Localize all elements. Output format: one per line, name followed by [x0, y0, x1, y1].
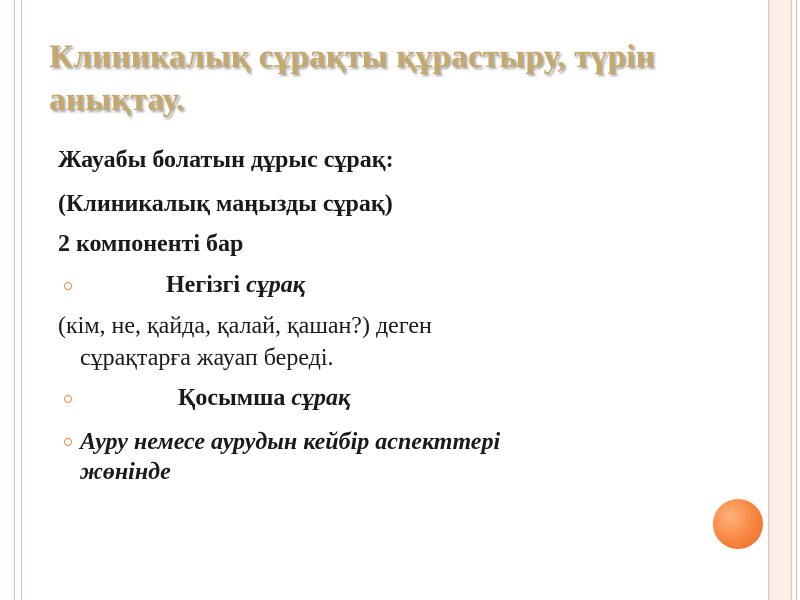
bullet-main-question	[166, 270, 305, 300]
paragraph-line-2: сұрақтарға жауап береді.	[80, 345, 334, 371]
decorative-orange-circle	[713, 499, 763, 549]
body-line-3: 2 компоненті бар	[58, 231, 244, 257]
left-border-line	[14, 0, 15, 600]
bullet-icon	[64, 282, 72, 290]
paragraph-line-1: (кім, не, қайда, қалай, қашан?) деген	[58, 313, 432, 339]
additional-question-italic: сұрақ	[291, 385, 351, 411]
bullet-icon	[64, 438, 72, 446]
slide-title: Клиникалық сұрақты құрастыру, түрін анықтау.	[49, 39, 655, 118]
body-line-1: Жауабы болатын дұрыс сұрақ:	[58, 147, 394, 173]
left-border-line-inner	[21, 0, 22, 600]
bullet-note-line-1: Ауру немесе аурудын кейбір аспекттері	[80, 429, 501, 455]
main-question-label: Негізгі	[166, 272, 247, 298]
body-line-2: (Клиникалық маңызды сұрақ)	[58, 191, 393, 217]
bullet-additional-question	[178, 383, 350, 413]
right-decorative-panel	[768, 0, 792, 600]
bullet-note-line-2: жөнінде	[80, 459, 171, 485]
additional-question-label: Қосымша	[178, 385, 292, 411]
bullet-icon	[64, 395, 72, 403]
right-border-line	[796, 0, 797, 600]
main-question-italic: сұрақ	[246, 272, 305, 298]
